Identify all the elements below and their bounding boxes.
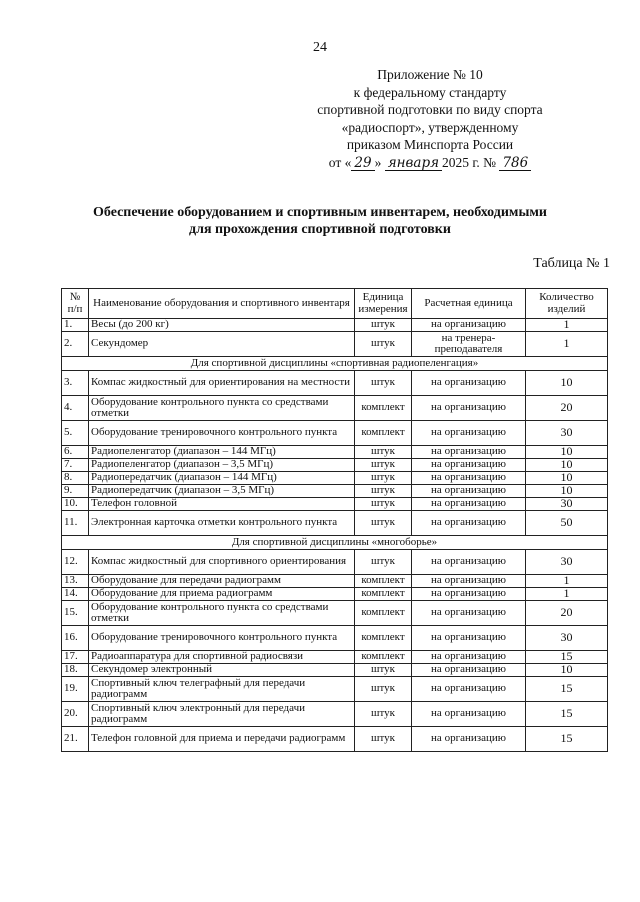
row-calc: на организацию (412, 459, 526, 472)
table-row (62, 396, 608, 421)
row-calc: на организацию (412, 319, 526, 332)
row-num: 15. (62, 601, 89, 626)
row-num: 16. (62, 626, 89, 651)
section-row (62, 357, 608, 371)
row-qty: 20 (526, 396, 608, 421)
row-num: 9. (62, 485, 89, 498)
table-row (62, 319, 608, 332)
table-row (62, 332, 608, 357)
header-qty: Количество изделий (526, 289, 608, 319)
row-num: 13. (62, 575, 89, 588)
row-qty: 15 (526, 727, 608, 752)
table-label: Таблица № 1 (533, 256, 610, 271)
order-mid: » (374, 154, 382, 170)
row-unit: штук (355, 727, 412, 752)
appendix-line: к федеральному стандарту (353, 84, 507, 100)
row-calc: на организацию (412, 651, 526, 664)
equipment-table (61, 288, 608, 752)
row-unit: штук (355, 485, 412, 498)
row-name: Радиоаппаратура для спортивной радиосвязи (89, 651, 355, 664)
row-qty: 1 (526, 319, 608, 332)
row-qty: 10 (526, 446, 608, 459)
row-name: Электронная карточка отметки контрольного пункта (89, 511, 355, 536)
row-calc: на организацию (412, 677, 526, 702)
table-row (62, 664, 608, 677)
row-name: Оборудование для передачи радиограмм (89, 575, 355, 588)
row-num: 17. (62, 651, 89, 664)
row-name: Телефон головной (89, 498, 355, 511)
row-num: 20. (62, 702, 89, 727)
table-row (62, 421, 608, 446)
row-name: Секундомер электронный (89, 664, 355, 677)
order-month-handwritten: января (385, 156, 442, 171)
row-unit: штук (355, 702, 412, 727)
row-num: 11. (62, 511, 89, 536)
table-row (62, 727, 608, 752)
row-qty: 30 (526, 550, 608, 575)
row-calc: на организацию (412, 485, 526, 498)
row-qty: 10 (526, 459, 608, 472)
document-title (40, 204, 600, 238)
table-row (62, 511, 608, 536)
row-qty: 10 (526, 664, 608, 677)
title-line-1: Обеспечение оборудованием и спортивным инвентарем, необходимыми (93, 205, 547, 220)
table-row (62, 588, 608, 601)
row-unit: комплект (355, 396, 412, 421)
row-name: Компас жидкостный для спортивного ориентирования (89, 550, 355, 575)
order-year: 2025 г. № (442, 154, 497, 170)
row-calc: на организацию (412, 421, 526, 446)
row-unit: комплект (355, 651, 412, 664)
row-qty: 30 (526, 421, 608, 446)
row-qty: 15 (526, 651, 608, 664)
table-row (62, 601, 608, 626)
row-calc: на организацию (412, 588, 526, 601)
row-calc: на организацию (412, 601, 526, 626)
row-num: 12. (62, 550, 89, 575)
table-row (62, 459, 608, 472)
row-name: Оборудование контрольного пункта со средствами отметки (89, 396, 355, 421)
row-qty: 20 (526, 601, 608, 626)
row-unit: комплект (355, 588, 412, 601)
row-name: Телефон головной для приема и передачи радиограмм (89, 727, 355, 752)
row-calc: на тренера-преподавателя (412, 332, 526, 357)
row-qty: 15 (526, 702, 608, 727)
row-calc: на организацию (412, 575, 526, 588)
row-qty: 10 (526, 371, 608, 396)
table-row (62, 575, 608, 588)
row-num: 14. (62, 588, 89, 601)
row-calc: на организацию (412, 472, 526, 485)
appendix-line: Приложение № 10 (377, 67, 483, 82)
row-name: Оборудование контрольного пункта со средствами отметки (89, 601, 355, 626)
row-num: 2. (62, 332, 89, 357)
row-unit: комплект (355, 421, 412, 446)
row-name: Радиопередатчик (диапазон – 144 МГц) (89, 472, 355, 485)
row-unit: штук (355, 459, 412, 472)
row-qty: 15 (526, 677, 608, 702)
table-header-row (62, 289, 608, 319)
row-name: Радиопеленгатор (диапазон – 3,5 МГц) (89, 459, 355, 472)
row-name: Радиопередатчик (диапазон – 3,5 МГц) (89, 485, 355, 498)
row-calc: на организацию (412, 446, 526, 459)
row-num: 1. (62, 319, 89, 332)
table-row (62, 651, 608, 664)
row-calc: на организацию (412, 702, 526, 727)
appendix-line: «радиоспорт», утвержденному (341, 119, 519, 135)
order-prefix: от « (328, 154, 352, 170)
section-heading: Для спортивной дисциплины «спортивная радиопеленгация» (62, 357, 608, 371)
row-calc: на организацию (412, 498, 526, 511)
row-num: 10. (62, 498, 89, 511)
row-qty: 1 (526, 575, 608, 588)
row-unit: штук (355, 550, 412, 575)
appendix-block (280, 66, 580, 171)
appendix-line: приказом Минспорта России (346, 137, 514, 152)
row-unit: штук (355, 332, 412, 357)
row-qty: 10 (526, 472, 608, 485)
row-qty: 1 (526, 332, 608, 357)
row-name: Спортивный ключ телеграфный для передачи радиограмм (89, 677, 355, 702)
section-row (62, 536, 608, 550)
order-date-line (280, 154, 580, 172)
section-heading: Для спортивной дисциплины «многоборье» (62, 536, 608, 550)
row-calc: на организацию (412, 511, 526, 536)
row-qty: 30 (526, 626, 608, 651)
row-name: Радиопеленгатор (диапазон – 144 МГц) (89, 446, 355, 459)
row-name: Секундомер (89, 332, 355, 357)
row-calc: на организацию (412, 626, 526, 651)
header-name: Наименование оборудования и спортивного инвентаря (89, 289, 355, 319)
row-unit: штук (355, 498, 412, 511)
row-qty: 10 (526, 485, 608, 498)
row-qty: 50 (526, 511, 608, 536)
row-name: Оборудование тренировочного контрольного пункта (89, 421, 355, 446)
row-num: 18. (62, 664, 89, 677)
row-unit: штук (355, 677, 412, 702)
appendix-line: спортивной подготовки по виду спорта (317, 102, 543, 117)
row-unit: штук (355, 319, 412, 332)
row-unit: комплект (355, 575, 412, 588)
row-unit: комплект (355, 626, 412, 651)
row-calc: на организацию (412, 550, 526, 575)
header-unit: Единица измерения (355, 289, 412, 319)
table-row (62, 472, 608, 485)
header-calc: Расчетная единица (412, 289, 526, 319)
title-line-2: для прохождения спортивной подготовки (189, 222, 451, 237)
table-row (62, 371, 608, 396)
row-unit: штук (355, 664, 412, 677)
table-row (62, 550, 608, 575)
row-calc: на организацию (412, 396, 526, 421)
row-num: 5. (62, 421, 89, 446)
row-num: 8. (62, 472, 89, 485)
row-num: 7. (62, 459, 89, 472)
table-row (62, 702, 608, 727)
row-num: 6. (62, 446, 89, 459)
table-row (62, 446, 608, 459)
row-name: Компас жидкостный для ориентирования на местности (89, 371, 355, 396)
table-row (62, 498, 608, 511)
row-name: Оборудование тренировочного контрольного пункта (89, 626, 355, 651)
row-qty: 1 (526, 588, 608, 601)
row-num: 4. (62, 396, 89, 421)
page-number: 24 (313, 40, 327, 55)
row-unit: штук (355, 446, 412, 459)
row-qty: 30 (526, 498, 608, 511)
row-name: Спортивный ключ электронный для передачи радиограмм (89, 702, 355, 727)
row-unit: штук (355, 511, 412, 536)
row-num: 21. (62, 727, 89, 752)
table-row (62, 485, 608, 498)
row-calc: на организацию (412, 664, 526, 677)
row-name: Оборудование для приема радиограмм (89, 588, 355, 601)
row-unit: штук (355, 472, 412, 485)
row-calc: на организацию (412, 727, 526, 752)
table-row (62, 677, 608, 702)
order-number-handwritten: 786 (499, 156, 531, 171)
row-unit: комплект (355, 601, 412, 626)
row-num: 19. (62, 677, 89, 702)
row-unit: штук (355, 371, 412, 396)
row-calc: на организацию (412, 371, 526, 396)
order-day-handwritten: 29 (351, 156, 374, 171)
row-num: 3. (62, 371, 89, 396)
table-row (62, 626, 608, 651)
row-name: Весы (до 200 кг) (89, 319, 355, 332)
header-num: № п/п (62, 289, 89, 319)
